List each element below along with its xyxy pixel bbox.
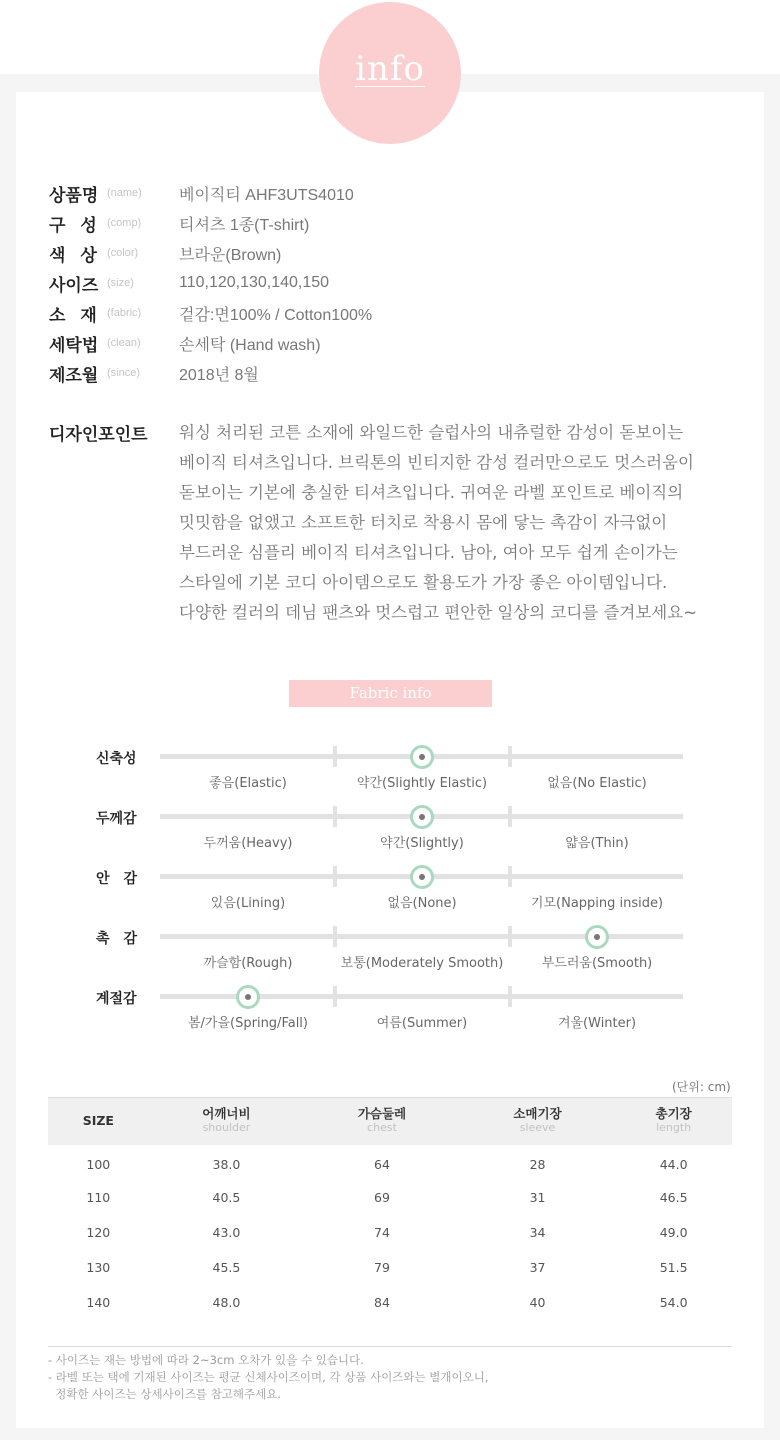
fabric-option-label: 보통(Moderately Smooth) <box>340 956 504 971</box>
spec-value: 브라운(Brown) <box>179 246 282 264</box>
design-line: 돋보이는 기본에 충실한 티셔츠입니다. 귀여운 라벨 포인트로 베이직의 <box>179 483 684 502</box>
table-cell: 140 <box>86 1294 111 1310</box>
spec-label: 소재 <box>49 305 112 326</box>
design-line: 밋밋함을 없앴고 소프트한 터치로 착용시 몸에 닿는 촉감이 자극없이 <box>179 513 668 532</box>
design-line: 부드러운 심플리 베이직 티셔츠입니다. 남아, 여아 모두 쉽게 손이가는 <box>179 543 678 562</box>
spec-label: 상품명 <box>49 185 99 206</box>
spec-list <box>49 178 749 388</box>
spec-value: 티셔츠 1종(T-shirt) <box>179 216 310 234</box>
info-badge <box>319 2 461 144</box>
table-cell: 37 <box>529 1259 546 1275</box>
spec-label-en: (size) <box>107 277 134 289</box>
design-point-label: 디자인포인트 <box>49 425 148 445</box>
table-cell: 51.5 <box>659 1259 688 1275</box>
table-cell: 79 <box>374 1259 390 1275</box>
fabric-level-marker <box>410 805 434 829</box>
fabric-option-label: 있음(Lining) <box>210 896 286 911</box>
size-table-header <box>48 1098 732 1145</box>
spec-label: 사이즈 <box>49 275 99 296</box>
table-cell: 43.0 <box>212 1224 241 1240</box>
design-line: 다양한 컬러의 데님 팬츠와 멋스럽고 편안한 일상의 코디를 즐겨보세요~ <box>179 603 698 622</box>
spec-row-clean <box>49 328 749 358</box>
fabric-info-title: Fabric info <box>289 680 492 707</box>
fabric-track-divider <box>333 986 337 1007</box>
spec-label-en: (since) <box>107 367 141 379</box>
spec-label-en: (fabric) <box>107 307 142 319</box>
spec-label-en: (name) <box>107 187 142 199</box>
fabric-option-label: 약간(Slightly) <box>380 836 464 851</box>
fabric-option-label: 겨울(Winter) <box>557 1016 637 1031</box>
fabric-level-marker <box>410 865 434 889</box>
table-cell: 54.0 <box>659 1294 688 1310</box>
fabric-track-divider <box>508 926 512 947</box>
table-cell: 44.0 <box>659 1156 688 1172</box>
fabric-option-label: 얇음(Thin) <box>565 836 629 851</box>
fabric-option-label: 부드러움(Smooth) <box>541 956 653 971</box>
note-line: 정확한 사이즈는 상세사이즈를 참고해주세요. <box>48 1387 282 1401</box>
table-row <box>48 1180 732 1215</box>
note-line: - 라벨 또는 택에 기재된 사이즈는 평균 신체사이즈이며, 각 상품 사이즈와는 별개이오니, <box>48 1370 489 1384</box>
table-cell: 31 <box>529 1189 546 1205</box>
spec-row-since <box>49 358 749 388</box>
fabric-track-divider <box>508 806 512 827</box>
table-cell: 100 <box>86 1156 111 1172</box>
table-cell: 45.5 <box>212 1259 241 1275</box>
table-cell: 48.0 <box>212 1294 241 1310</box>
fabric-row-label: 신축성 <box>96 751 137 767</box>
spec-label: 세탁법 <box>49 335 99 356</box>
design-line: 스타일에 기본 코디 아이템으로도 활용도가 가장 좋은 아이템입니다. <box>179 573 668 592</box>
spec-row-color <box>49 238 749 268</box>
fabric-option-label: 기모(Napping inside) <box>530 896 664 911</box>
table-row <box>48 1250 732 1285</box>
spec-value: 겉감:면100% / Cotton100% <box>179 306 373 324</box>
fabric-track-divider <box>333 926 337 947</box>
fabric-level-marker <box>236 985 260 1009</box>
spec-value: 110,120,130,140,150 <box>179 274 330 291</box>
fabric-track-divider <box>333 806 337 827</box>
fabric-option-label: 봄/가을(Spring/Fall) <box>187 1016 308 1031</box>
fabric-level-marker <box>585 925 609 949</box>
fabric-track-divider <box>508 746 512 767</box>
header-cell: 소매기장 sleeve <box>460 1098 616 1145</box>
fabric-option-label: 두꺼움(Heavy) <box>203 836 293 851</box>
table-row <box>48 1145 732 1180</box>
fabric-row-label: 촉감 <box>96 931 152 947</box>
table-cell: 28 <box>529 1156 546 1172</box>
spec-label: 제조월 <box>49 365 99 386</box>
table-cell: 84 <box>374 1294 390 1310</box>
spec-label: 구성 <box>49 215 112 236</box>
fabric-level-marker <box>410 745 434 769</box>
table-cell: 38.0 <box>212 1156 241 1172</box>
design-line: 베이직 티셔츠입니다. 브릭톤의 빈티지한 감성 컬러만으로도 멋스러움이 <box>179 453 694 472</box>
table-cell: 110 <box>86 1189 111 1205</box>
spec-value: 2018년 8월 <box>179 366 259 384</box>
table-cell: 46.5 <box>659 1189 688 1205</box>
spec-label-en: (comp) <box>107 217 142 229</box>
table-cell: 69 <box>374 1189 390 1205</box>
spec-label: 색상 <box>49 245 112 266</box>
header-cell: 어깨너비 shoulder <box>149 1098 305 1145</box>
design-line: 워싱 처리된 코튼 소재에 와일드한 슬럽사의 내츄럴한 감성이 돋보이는 <box>179 423 684 442</box>
header-cell: 가슴둘레 chest <box>304 1098 460 1145</box>
fabric-row <box>0 991 780 1057</box>
table-row <box>48 1285 732 1320</box>
table-cell: 40 <box>529 1294 546 1310</box>
table-cell: 64 <box>374 1156 390 1172</box>
table-cell: 34 <box>529 1224 546 1240</box>
spec-row-comp <box>49 208 749 238</box>
info-badge-label: info <box>355 49 425 89</box>
fabric-option-label: 없음(None) <box>387 896 457 911</box>
spec-row-name <box>49 178 749 208</box>
fabric-row-label: 계절감 <box>96 991 137 1007</box>
size-table <box>48 1097 732 1320</box>
divider <box>48 1346 732 1347</box>
spec-value: 손세탁 (Hand wash) <box>179 336 321 354</box>
fabric-track-divider <box>508 986 512 1007</box>
fabric-option-label: 여름(Summer) <box>376 1016 468 1031</box>
fabric-track-divider <box>333 746 337 767</box>
fabric-option-label: 없음(No Elastic) <box>547 776 647 791</box>
table-cell: 49.0 <box>659 1224 688 1240</box>
spec-label-en: (color) <box>107 247 139 259</box>
table-cell: 120 <box>86 1224 111 1240</box>
fabric-row-label: 두께감 <box>96 811 137 827</box>
fabric-row-label: 안감 <box>96 871 152 887</box>
size-unit: (단위: cm) <box>672 1080 731 1094</box>
spec-value: 베이직티 AHF3UTS4010 <box>179 186 354 204</box>
fabric-option-label: 까슬함(Rough) <box>203 956 293 971</box>
fabric-track-divider <box>508 866 512 887</box>
fabric-option-label: 약간(Slightly Elastic) <box>356 776 488 791</box>
table-cell: 40.5 <box>212 1189 241 1205</box>
header-cell: 총기장 length <box>615 1098 732 1145</box>
table-row <box>48 1215 732 1250</box>
table-cell: 130 <box>86 1259 111 1275</box>
fabric-option-label: 좋음(Elastic) <box>209 776 287 791</box>
spec-row-fabric <box>49 298 749 328</box>
size-notes <box>48 1352 488 1403</box>
spec-row-size <box>49 268 749 298</box>
table-cell: 74 <box>374 1224 390 1240</box>
fabric-track-divider <box>333 866 337 887</box>
spec-label-en: (clean) <box>107 337 141 349</box>
design-point-text <box>179 418 769 628</box>
note-line: - 사이즈는 재는 방법에 따라 2~3cm 오차가 있을 수 있습니다. <box>48 1353 364 1367</box>
size-table-body <box>48 1145 732 1320</box>
header-cell: SIZE <box>48 1098 149 1145</box>
